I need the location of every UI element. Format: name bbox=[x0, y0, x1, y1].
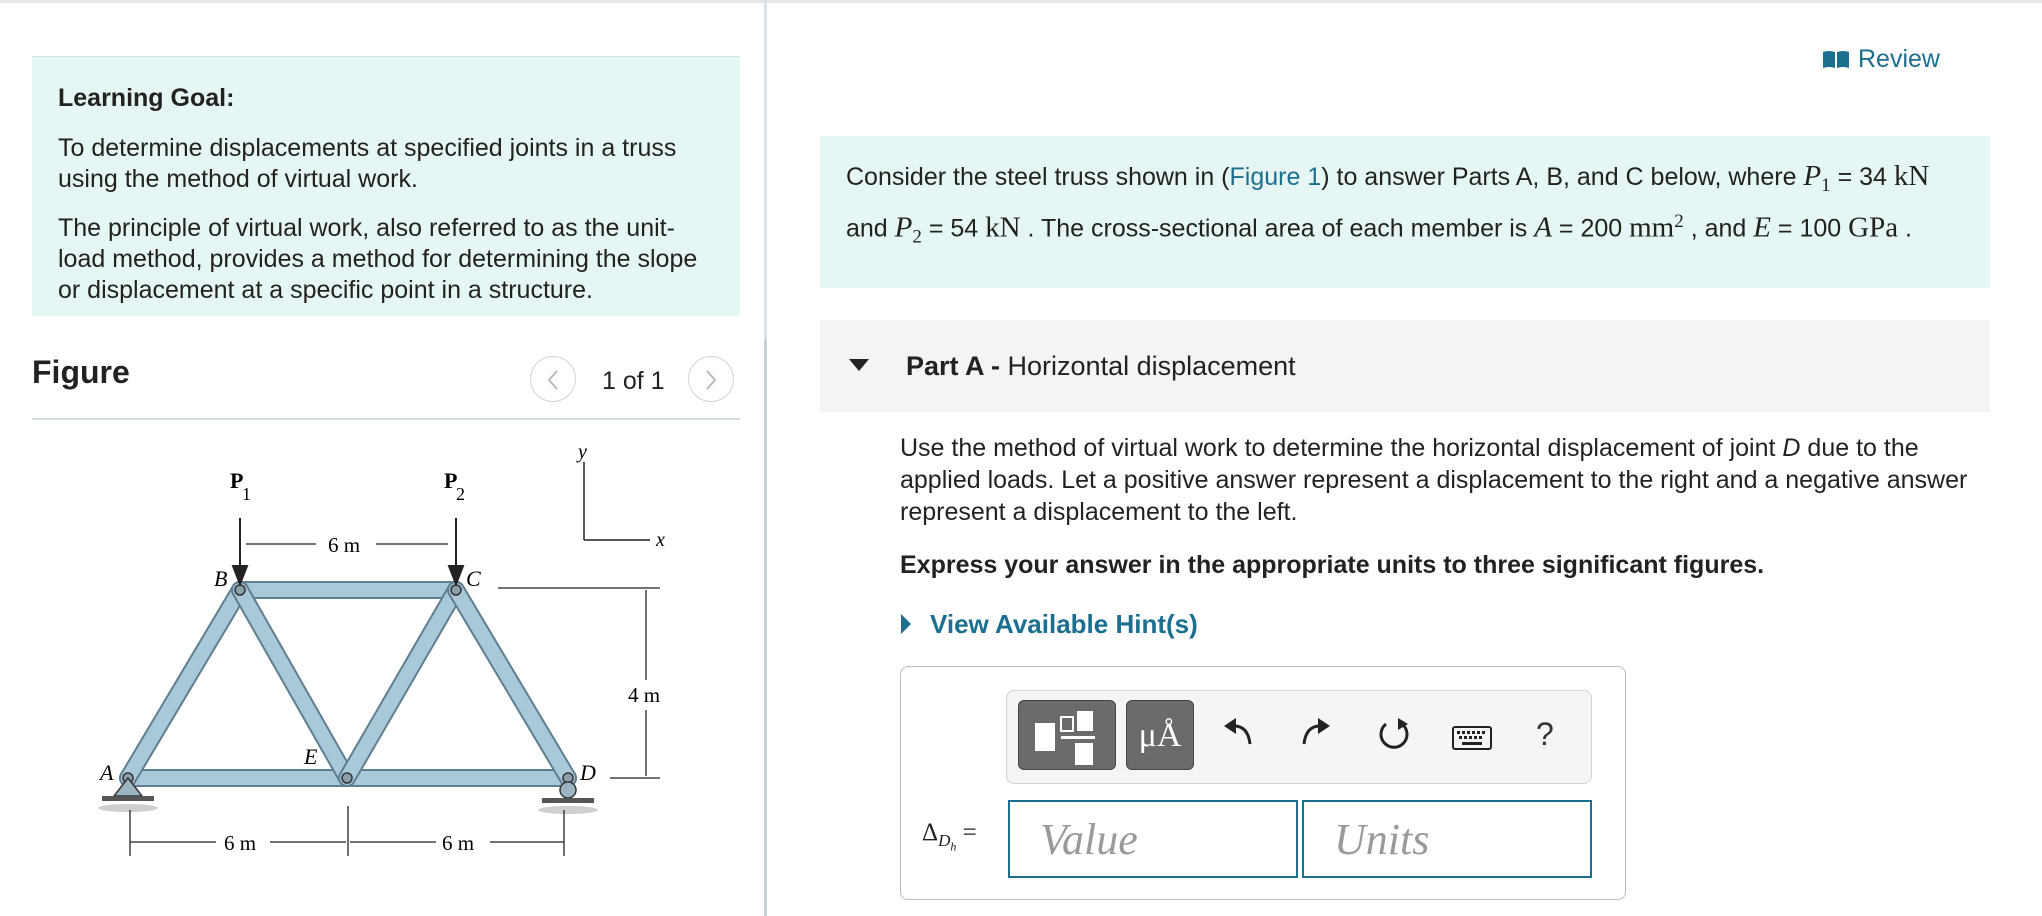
figure-counter: 1 of 1 bbox=[602, 367, 665, 395]
joint-e-label: E bbox=[304, 744, 318, 769]
book-icon bbox=[1822, 49, 1850, 69]
figure-title: Figure bbox=[32, 354, 130, 390]
learning-goal-panel bbox=[32, 56, 740, 316]
unit-kn: kN bbox=[1893, 160, 1930, 192]
keyboard-icon bbox=[1452, 726, 1492, 750]
figure-1-link[interactable]: Figure 1 bbox=[1229, 163, 1322, 191]
caret-down-icon[interactable] bbox=[848, 358, 870, 377]
dimension-height-label: 4 m bbox=[628, 683, 661, 707]
load-p2-label: P bbox=[444, 468, 458, 493]
unit-mm-exponent: 2 bbox=[1674, 211, 1684, 232]
axis-x-label: x bbox=[656, 529, 665, 551]
pane-divider-scroll[interactable] bbox=[764, 340, 767, 916]
unit-gpa: GPa bbox=[1848, 211, 1899, 244]
dimension-top-label: 6 m bbox=[328, 533, 361, 557]
review-label: Review bbox=[1858, 45, 1940, 73]
help-button[interactable]: ? bbox=[1536, 716, 1554, 752]
answer-sub-d: D bbox=[938, 831, 951, 850]
undo-button[interactable] bbox=[1222, 716, 1256, 755]
joint-a-label: A bbox=[100, 760, 114, 785]
unit-mm: mm bbox=[1629, 211, 1675, 244]
problem-statement bbox=[820, 136, 1990, 288]
p2-subscript: 2 bbox=[912, 226, 922, 248]
reset-button[interactable] bbox=[1376, 716, 1412, 757]
templates-icon bbox=[1019, 701, 1115, 769]
intro-text: = 54 bbox=[921, 214, 986, 243]
figure-divider bbox=[32, 418, 740, 420]
view-hints-label: View Available Hint(s) bbox=[930, 609, 1198, 639]
answer-equals: = bbox=[956, 819, 977, 846]
intro-text: Consider the steel truss shown in ( bbox=[846, 163, 1230, 191]
p2-symbol: P bbox=[894, 211, 913, 244]
value-input[interactable] bbox=[1008, 800, 1298, 878]
previous-figure-button[interactable] bbox=[530, 356, 576, 402]
unit-kn: kN bbox=[985, 211, 1021, 244]
answer-sub-h: h bbox=[950, 839, 957, 854]
part-a-title bbox=[906, 350, 1296, 382]
undo-icon bbox=[1222, 716, 1256, 750]
dimension-bottom bbox=[130, 806, 564, 856]
part-a-name: Horizontal displacement bbox=[1007, 351, 1296, 381]
next-figure-button[interactable] bbox=[688, 356, 734, 402]
reset-icon bbox=[1376, 716, 1412, 752]
templates-button[interactable] bbox=[1018, 700, 1116, 770]
joint-c-label: C bbox=[466, 566, 481, 591]
area-symbol: A bbox=[1534, 211, 1552, 244]
answer-instructions: Express your answer in the appropriate units to three significant figures. bbox=[900, 551, 1765, 579]
answer-label bbox=[922, 818, 977, 861]
review-link[interactable] bbox=[1822, 44, 1940, 74]
learning-goal-paragraph-1: To determine displacements at specified joints in a truss using the method of virtual work. bbox=[58, 134, 677, 193]
answer-delta: Δ bbox=[922, 819, 939, 846]
dimension-bottom-left-label: 6 m bbox=[224, 831, 257, 855]
part-a-label: Part A - bbox=[906, 351, 1001, 381]
redo-icon bbox=[1298, 716, 1332, 750]
intro-text: = 100 bbox=[1770, 214, 1849, 243]
top-rule bbox=[0, 0, 2042, 3]
question-joint: D bbox=[1782, 434, 1801, 462]
joint-b-label: B bbox=[214, 566, 228, 591]
joint-d-label: D bbox=[580, 760, 596, 785]
load-p1-label: P bbox=[230, 468, 244, 493]
truss-figure bbox=[80, 440, 720, 865]
intro-text: = 200 bbox=[1551, 214, 1630, 243]
axes-indicator bbox=[584, 462, 650, 540]
question-text: Use the method of virtual work to determine the horizontal displacement of joint bbox=[900, 434, 1783, 462]
truss-members bbox=[128, 590, 568, 778]
intro-text: , and bbox=[1683, 214, 1754, 243]
load-p2-subscript: 2 bbox=[456, 484, 465, 504]
question-text: due to the applied loads. Let a positive answer represent a displacement to the right and a negative answer represent a displacement to the left. bbox=[900, 434, 1968, 526]
p1-symbol: P bbox=[1803, 160, 1822, 192]
chevron-left-icon bbox=[546, 369, 560, 391]
caret-right-icon bbox=[900, 613, 912, 635]
p1-subscript: 1 bbox=[1821, 175, 1831, 196]
learning-goal-paragraph-2: The principle of virtual work, also referred to as the unit-load method, provides a method for determining the slope or displacement at a specific point in a structure. bbox=[58, 214, 698, 304]
units-input[interactable] bbox=[1302, 800, 1592, 878]
keyboard-button[interactable] bbox=[1452, 726, 1492, 755]
intro-text: and bbox=[846, 214, 895, 243]
redo-button[interactable] bbox=[1298, 716, 1332, 755]
intro-text: = 34 bbox=[1830, 163, 1894, 191]
dimension-bottom-right-label: 6 m bbox=[442, 831, 475, 855]
axis-y-label: y bbox=[578, 441, 587, 463]
intro-text: ) to answer Parts A, B, and C below, where bbox=[1321, 163, 1804, 191]
intro-text: . The cross-sectional area of each member is bbox=[1020, 214, 1535, 243]
modulus-symbol: E bbox=[1753, 211, 1771, 244]
part-a-question bbox=[900, 432, 1980, 528]
symbols-button[interactable]: μÅ bbox=[1126, 700, 1194, 770]
load-p1-subscript: 1 bbox=[242, 484, 251, 504]
learning-goal-title: Learning Goal: bbox=[58, 84, 235, 112]
intro-text: . bbox=[1898, 214, 1912, 243]
view-hints-link[interactable] bbox=[900, 608, 1198, 640]
chevron-right-icon bbox=[704, 369, 718, 391]
